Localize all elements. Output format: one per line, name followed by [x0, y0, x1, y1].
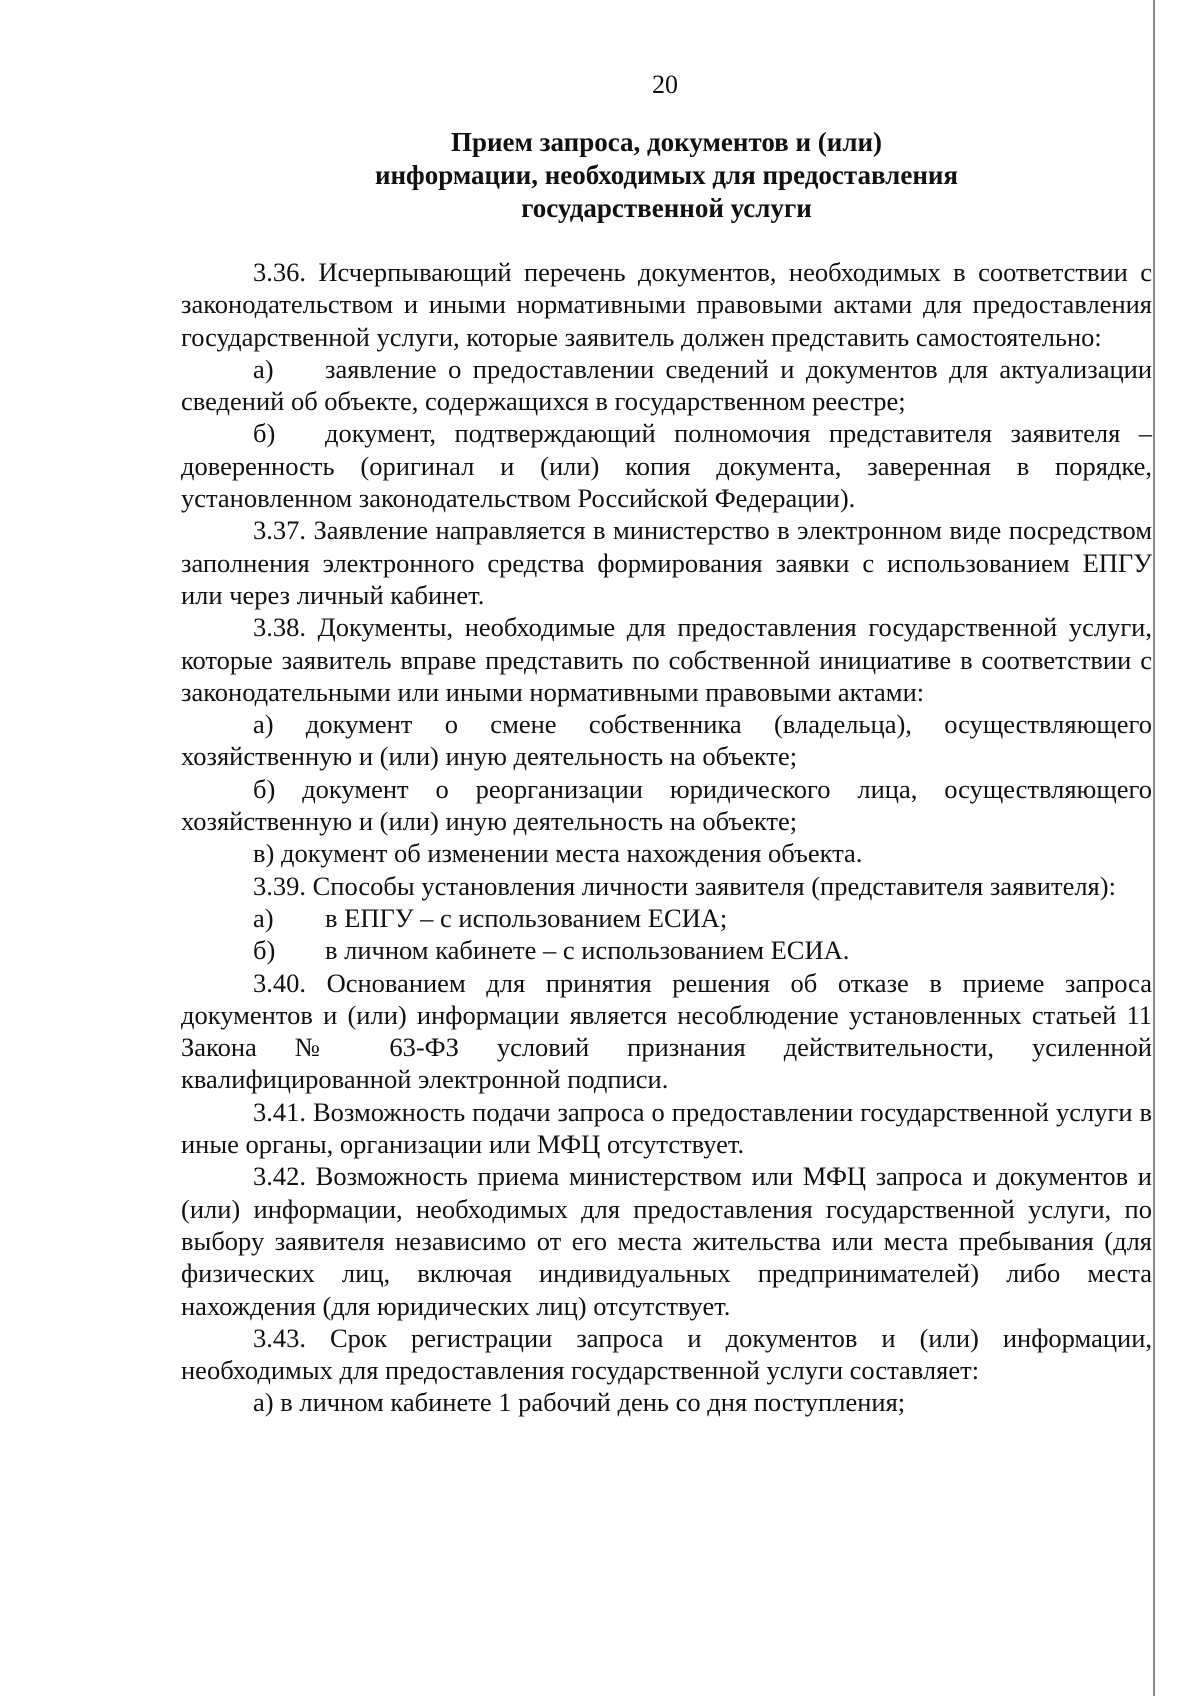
list-item-3-38-c: в) документ об изменении места нахождения объекта.	[253, 838, 863, 869]
page-number: 20	[652, 70, 678, 99]
list-item-3-38-b: б) документ о реорганизации юридического лица, осуществляющего хозяйственную и (или) иную деятельность на объекте;	[181, 773, 1152, 837]
list-marker: а)	[253, 902, 274, 933]
list-marker: б)	[253, 935, 276, 966]
list-item-text: документ, подтверждающий полномочия представителя заявителя – доверенность (оригинал и (или) копия документа, заверенная в порядке, установленном законодательством Российской Федерации).	[181, 418, 1152, 514]
heading-line-3: государственной услуги	[521, 193, 812, 223]
paragraph-3-37: 3.37. Заявление направляется в министерство в электронном виде посредством заполнения электронного средства формирования заявки с использованием ЕПГУ или через личный кабинет.	[181, 515, 1152, 610]
list-item-3-36-b	[181, 417, 1152, 514]
paragraph-3-38: 3.38. Документы, необходимые для предоставления государственной услуги, которые заявитель вправе представить по собственной инициативе в соответствии с законодательными или иными нормативными правовыми актами:	[181, 612, 1152, 707]
paragraph-3-43: 3.43. Срок регистрации запроса и документов и (или) информации, необходимых для предоставления государственной услуги составляет:	[181, 1322, 1152, 1386]
list-item-text: в ЕПГУ – с использованием ЕСИА;	[325, 902, 728, 933]
list-item-3-39-a	[181, 902, 1152, 934]
heading-line-2: информации, необходимых для предоставления	[374, 160, 959, 190]
paragraph-3-40: 3.40. Основанием для принятия решения об отказе в приеме запроса документов и (или) информации является несоблюдение установленных статьей 11 Закона № 63-ФЗ условий признания действительности, усиленной квалифицированной электронной подписи.	[181, 967, 1152, 1095]
list-item-3-39-b	[181, 934, 1152, 966]
paragraph-3-39: 3.39. Способы установления личности заявителя (представителя заявителя):	[253, 870, 1116, 901]
list-item-3-36-a	[181, 353, 1152, 418]
document-body	[181, 256, 1152, 1419]
paragraph-3-36: 3.36. Исчерпывающий перечень документов, необходимых в соответствии с законодательством и иными нормативными правовыми актами для предоставления государственной услуги, которые заявитель должен представить самостоятельно:	[181, 257, 1152, 352]
list-marker: а)	[253, 353, 274, 384]
heading-line-1: Прием запроса, документов и (или)	[450, 127, 883, 157]
paragraph-3-41: 3.41. Возможность подачи запроса о предоставлении государственной услуги в иные органы, организации или МФЦ отсутствует.	[181, 1096, 1152, 1160]
page-edge-line	[1153, 0, 1155, 1696]
list-item-text: заявление о предоставлении сведений и документов для актуализации сведений об объекте, содержащихся в государственном реестре;	[181, 353, 1152, 417]
list-marker: б)	[253, 418, 276, 449]
paragraph-3-42: 3.42. Возможность приема министерством или МФЦ запроса и документов и (или) информации, необходимых для предоставления государственной услуги, по выбору заявителя независимо от его места жительства или места пребывания (для физических лиц, включая индивидуальных предпринимателей) либо места нахождения (для юридических лиц) отсутствует.	[181, 1161, 1152, 1321]
list-item-3-43-a: а) в личном кабинете 1 рабочий день со дня поступления;	[253, 1387, 906, 1418]
list-item-text: в личном кабинете – с использованием ЕСИА.	[325, 935, 850, 966]
section-heading	[181, 126, 1152, 225]
list-item-3-38-a: а) документ о смене собственника (владельца), осуществляющего хозяйственную и (или) иную деятельность на объекте;	[181, 709, 1152, 772]
